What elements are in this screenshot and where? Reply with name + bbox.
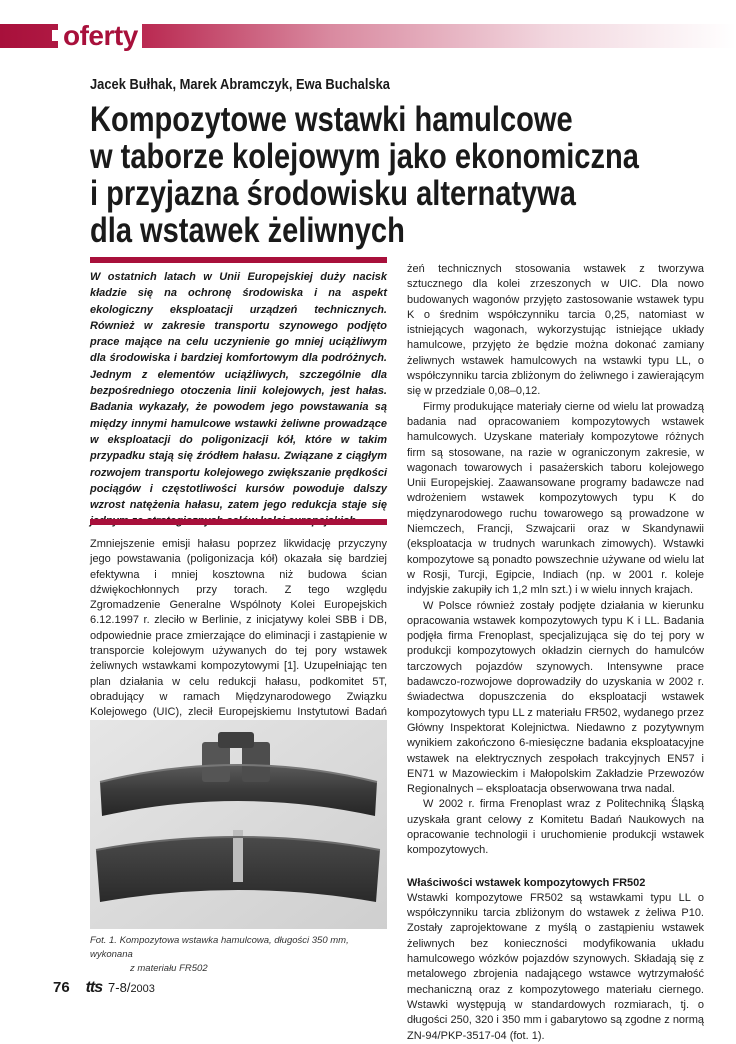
issue-number: 7-8/ — [108, 980, 131, 995]
section-subheading: Właściwości wstawek kompozytowych FR502 — [407, 876, 646, 889]
lead-top-rule — [90, 257, 387, 263]
title-line: w taborze kolejowym jako ekonomiczna — [90, 137, 639, 176]
title-line: dla wstawek żeliwnych — [90, 211, 405, 250]
lead-paragraph: W ostatnich latach w Unii Europejskiej duży nacisk kładzie się na ochronę środowiska i na aspekt ekologiczny eksploatacji urządzeń technicznych. Również w zakresie transportu szynowego podjęto prace mające na celu uczynienie go mniej uciążliwym dla środowiska i bardziej komfortowym dla podróżnych. Jednym z elementów uciążliwych, szczególnie dla bezpośredniego otoczenia linii kolejowych, jest hałas. Badania wykazały, że powodem jego powstawania są między innymi hamulcowe wstawki żeliwne prowadzące w eksploatacji do poligonizacji kół, które w takim przypadku stają się źródłem hałasu. Związane z ciągłym rozwojem transportu kolejowego zwiększanie prędkości pociągów i częstotliwości kursów powoduje dalszy wzrost natężenia hałasu, zatem jego redukcja staje się — [90, 271, 387, 512]
title-line: i przyjazna środowisku alternatywa — [90, 174, 576, 213]
caption-continuation: z materiału FR502 — [130, 963, 208, 974]
body-paragraph: W 2002 r. firma Frenoplast wraz z Politechniką Śląską uzyskała grant celowy z Komitetu Badań Naukowych na opracowanie technologii i uruchomienie produkcji wstawek kompozytowych. — [407, 798, 704, 857]
journal-logo: tts — [85, 979, 103, 996]
body-paragraph: Firmy produkujące materiały cierne od wielu lat prowadzą badania nad opracowaniem kompozytowych wstawek hamulcowych. Uzyskane materiały kompozytowe różnych firm są stosowane, na razie w ograniczonym zakresie, w wagonach towarowych i pasażerskich taboru kolejowego Unii Europejskiej. Zaawansowane programy badawcze nad wdrożeniem wstawek kompozytowych typu K do międzynarodowego ruchu towarowego są prowadzone w Niemczech, Francji, Szwajcarii oraz w Skandynawii (eksploatacja w trudnych warunkach zimowych). Wstawki kompozytowe są ponadto powszechnie używane od wielu lat w Rosji, Turcji, Egipcie, Indiach (np. w 2001 r. koleje indyjskie zakupiły ich 1,2 mln szt.) i w wielu innych krajach. — [407, 400, 704, 597]
body-paragraph: Zmniejszenie emisji hałasu poprzez likwidację przyczyny jego powstawania (poligonizacja kół) okazała się bardziej efektywna i mniej kosztowna niż budowa ścian dźwiękochłonnych przy torach. Z tego względu Zgromadzenie Generalne Wspólnoty Kolei Europejskich 6.12.1997 r. zleciło w Berlinie, z inicjatywy kolei SBB i DB, odpowiednie prace zmierzające do eliminacji i zastąpienie w transporcie kolejowym używanych do tej pory wstawek żeliwnych wstawkami kompozytowymi [1]. Uzupełniając ten plan działania w celu redukcji hałasu, podkomitet 5T, obradujący w ramach Międzynarodowego Związku Kolejowego (UIC), zlecił Europejskiemu Instytutowi Badań — [90, 538, 387, 719]
article-authors: Jacek Bułhak, Marek Abramczyk, Ewa Buchalska — [90, 76, 390, 93]
lead-bottom-rule — [90, 519, 387, 525]
caption-main: Fot. 1. Kompozytowa wstawka hamulcowa, długości 350 mm, wykonana — [90, 935, 349, 960]
body-paragraph: W Polsce również zostały podjęte działania w kierunku opracowania wstawek kompozytowych typu K i LL. Badania podjęła firma Frenoplast, specjalizująca się do tej pory w produkcji kompozytowych okładzin ciernych do hamulców tarczowych pojazdów szynowych. Intensywne prace badawczo-rozwojowe doprowadziły do uzyskania w 2002 r. świadectwa dopuszczenia do eksploatacji wstawek kompozytowych typu LL z materiału FR502, wydanego przez Główny Inspektorat Kolejnictwa. Niedawno z pozytywnym wynikiem zakończono 6-miesięczne badania eksploatacyjne wstawek na elektrycznych zespołach trakcyjnych EN57 i EN71 w Mazowieckim i Małopolskim Zakładzie Przewozów Regionalnych – eksploatacja obserwowana trwa nadal. — [407, 599, 704, 796]
section-label: oferty — [58, 21, 142, 51]
article-title — [90, 101, 721, 249]
page-number: 76 — [53, 979, 70, 996]
brake-block-illustration — [90, 720, 387, 929]
issue-year: 2003 — [130, 983, 155, 995]
body-paragraph: żeń technicznych stosowania wstawek z tworzywa sztucznego dla kolei zrzeszonych w UIC. Dla nowo budowanych wagonów przyjęto zastosowanie wstawek typu K o średnim współczynniku tarcia 0,25, natomiast w istniejących wagonach, wykorzystując istniejące układy hamulcowe, przyjęto że będzie można dokonać zamiany żeliwnych wstawek hamulcowych na wstawki typu LL, o współczynniku tarcia zbliżonym do żeliwnego i zawierającym się w przedziale 0,08–0,12. — [407, 263, 704, 398]
left-column — [90, 537, 387, 736]
brake-block-photo — [90, 720, 387, 929]
photo-caption — [90, 934, 387, 976]
title-line: Kompozytowe wstawki hamulcowe — [90, 100, 573, 139]
body-paragraph: Wstawki kompozytowe FR502 są wstawkami typu LL o współczynniku tarcia zbliżonym do wstawek z żeliwa P10. Zostały zaprojektowane z myślą o zastąpieniu wstawek żeliwnych bez konieczności modyfikowania układu hamulcowego wózków pojazdów szynowych. Składają się z metalowego zbrojenia nadającego wstawce wytrzymałość mechaniczną oraz z kompozytowego materiału ciernego. Wstawki występują w standardowych rozmiarach, tj. o długości 250, 320 i 350 mm i gabarytowo są zgodne z normą ZN-94/PKP-3517-04 (fot. 1). — [407, 891, 704, 1042]
page-footer — [53, 977, 155, 999]
right-column — [407, 262, 704, 1044]
